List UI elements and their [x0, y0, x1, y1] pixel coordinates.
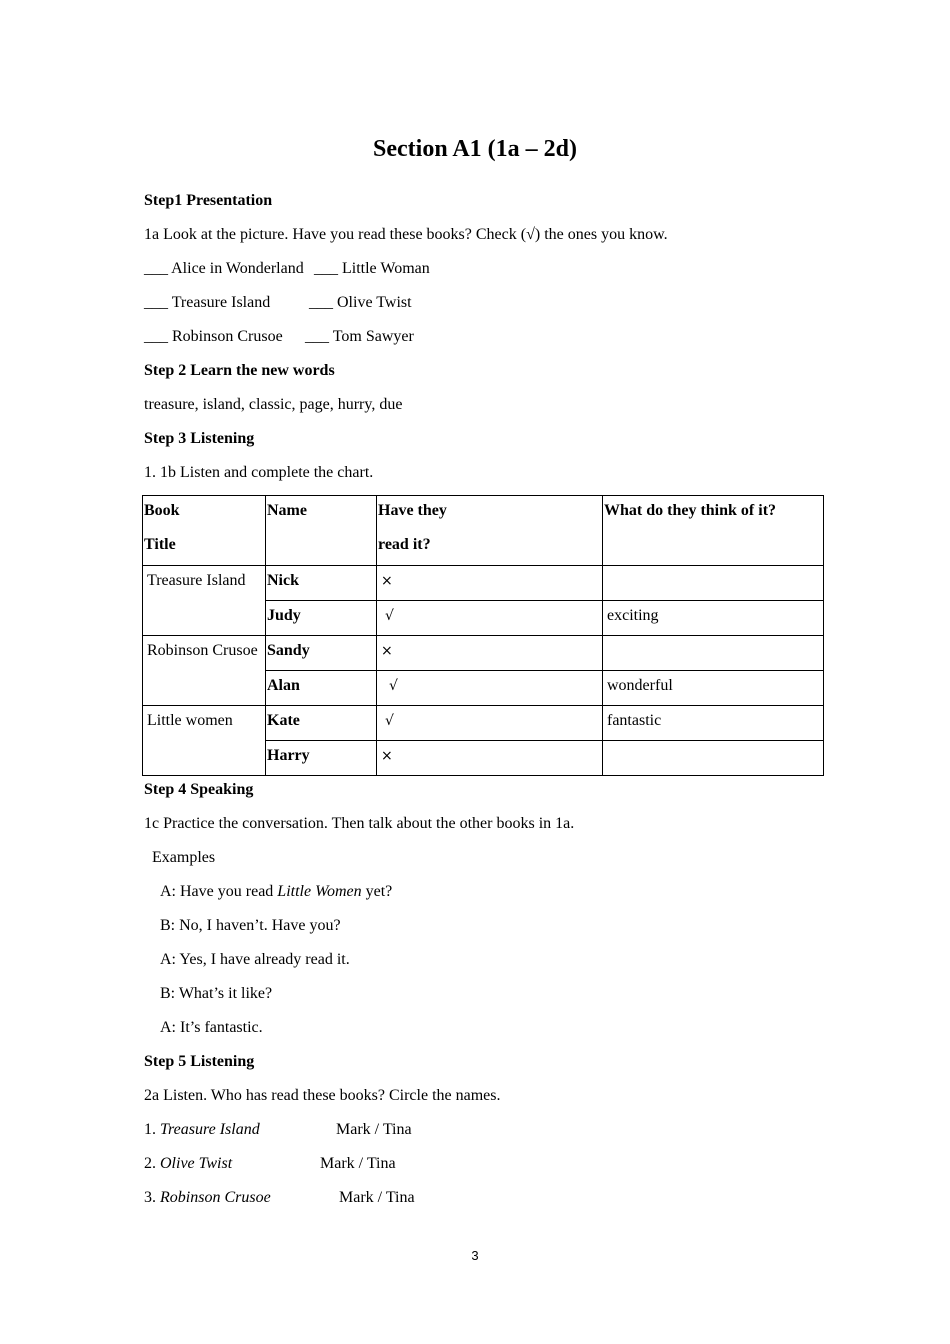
listening-chart	[142, 495, 824, 776]
opinion-cell	[603, 636, 824, 671]
item-book: Treasure Island	[160, 1121, 260, 1138]
list-item	[144, 1154, 544, 1174]
page-number: 3	[471, 1248, 479, 1263]
name-cell: Alan	[266, 671, 377, 706]
book-option: ___ Robinson Crusoe	[144, 328, 283, 345]
read-cell: ×	[377, 741, 603, 776]
dialogue-line: A: Yes, I have already read it.	[160, 951, 350, 968]
read-cell: ×	[377, 636, 603, 671]
step2-heading: Step 2 Learn the new words	[144, 362, 335, 379]
name-choices: Mark / Tina	[339, 1189, 415, 1206]
book-list-row	[144, 259, 644, 279]
step4-instruction: 1c Practice the conversation. Then talk about the other books in 1a.	[144, 815, 575, 832]
list-item	[144, 1188, 544, 1208]
dialogue-line	[160, 882, 392, 902]
table-row	[143, 706, 824, 741]
opinion-cell	[603, 741, 824, 776]
name-choices: Mark / Tina	[320, 1155, 396, 1172]
read-cell: √	[377, 706, 603, 741]
table-header-row	[143, 496, 824, 566]
dialogue-text: A: Have you read	[160, 883, 278, 900]
header-have-read-line2: read it?	[378, 536, 431, 553]
header-have-read-line1: Have they	[378, 502, 447, 519]
name-cell: Judy	[266, 601, 377, 636]
item-number: 2.	[144, 1155, 160, 1172]
step5-heading: Step 5 Listening	[144, 1053, 255, 1070]
header-book-title-line1: Book	[144, 502, 180, 519]
book-title-cell: Little women	[143, 706, 266, 776]
name-cell: Harry	[266, 741, 377, 776]
step3-heading: Step 3 Listening	[144, 430, 255, 447]
name-cell: Kate	[266, 706, 377, 741]
read-cell: √	[377, 671, 603, 706]
dialogue-line: A: It’s fantastic.	[160, 1019, 263, 1036]
opinion-cell: wonderful	[603, 671, 824, 706]
table-row	[143, 566, 824, 601]
page-title: Section A1 (1a – 2d)	[373, 136, 577, 162]
read-cell: √	[377, 601, 603, 636]
book-title-italic: Little Women	[277, 883, 362, 900]
step1-instruction: 1a Look at the picture. Have you read these books? Check (√) the ones you know.	[144, 226, 668, 243]
book-list-row	[144, 327, 644, 347]
examples-label: Examples	[152, 849, 216, 866]
step3-instruction: 1. 1b Listen and complete the chart.	[144, 464, 374, 481]
new-words: treasure, island, classic, page, hurry, due	[144, 396, 403, 413]
list-item	[144, 1120, 544, 1140]
item-book: Robinson Crusoe	[160, 1189, 271, 1206]
name-cell: Nick	[266, 566, 377, 601]
step5-instruction: 2a Listen. Who has read these books? Circle the names.	[144, 1087, 501, 1104]
opinion-cell	[603, 566, 824, 601]
book-option: ___ Little Woman	[314, 260, 430, 277]
header-book-title	[143, 496, 266, 566]
item-book: Olive Twist	[160, 1155, 233, 1172]
step1-heading: Step1 Presentation	[144, 192, 273, 209]
book-option: ___ Tom Sawyer	[305, 328, 414, 345]
header-name: Name	[266, 496, 377, 566]
header-book-title-line2: Title	[144, 536, 176, 553]
opinion-cell: exciting	[603, 601, 824, 636]
read-cell: ×	[377, 566, 603, 601]
book-title-cell: Treasure Island	[143, 566, 266, 636]
step4-heading: Step 4 Speaking	[144, 781, 254, 798]
opinion-cell: fantastic	[603, 706, 824, 741]
table-row	[143, 636, 824, 671]
book-title-cell: Robinson Crusoe	[143, 636, 266, 706]
book-option: ___ Treasure Island	[144, 294, 271, 311]
dialogue-line: B: No, I haven’t. Have you?	[160, 917, 341, 934]
dialogue-line: B: What’s it like?	[160, 985, 273, 1002]
item-number: 3.	[144, 1189, 160, 1206]
header-have-read	[377, 496, 603, 566]
dialogue-text: yet?	[361, 883, 393, 900]
book-option: ___ Olive Twist	[309, 294, 412, 311]
book-list-row	[144, 293, 644, 313]
name-choices: Mark / Tina	[336, 1121, 412, 1138]
name-cell: Sandy	[266, 636, 377, 671]
item-number: 1.	[144, 1121, 160, 1138]
header-opinion: What do they think of it?	[603, 496, 824, 566]
book-option: ___ Alice in Wonderland	[144, 260, 304, 277]
